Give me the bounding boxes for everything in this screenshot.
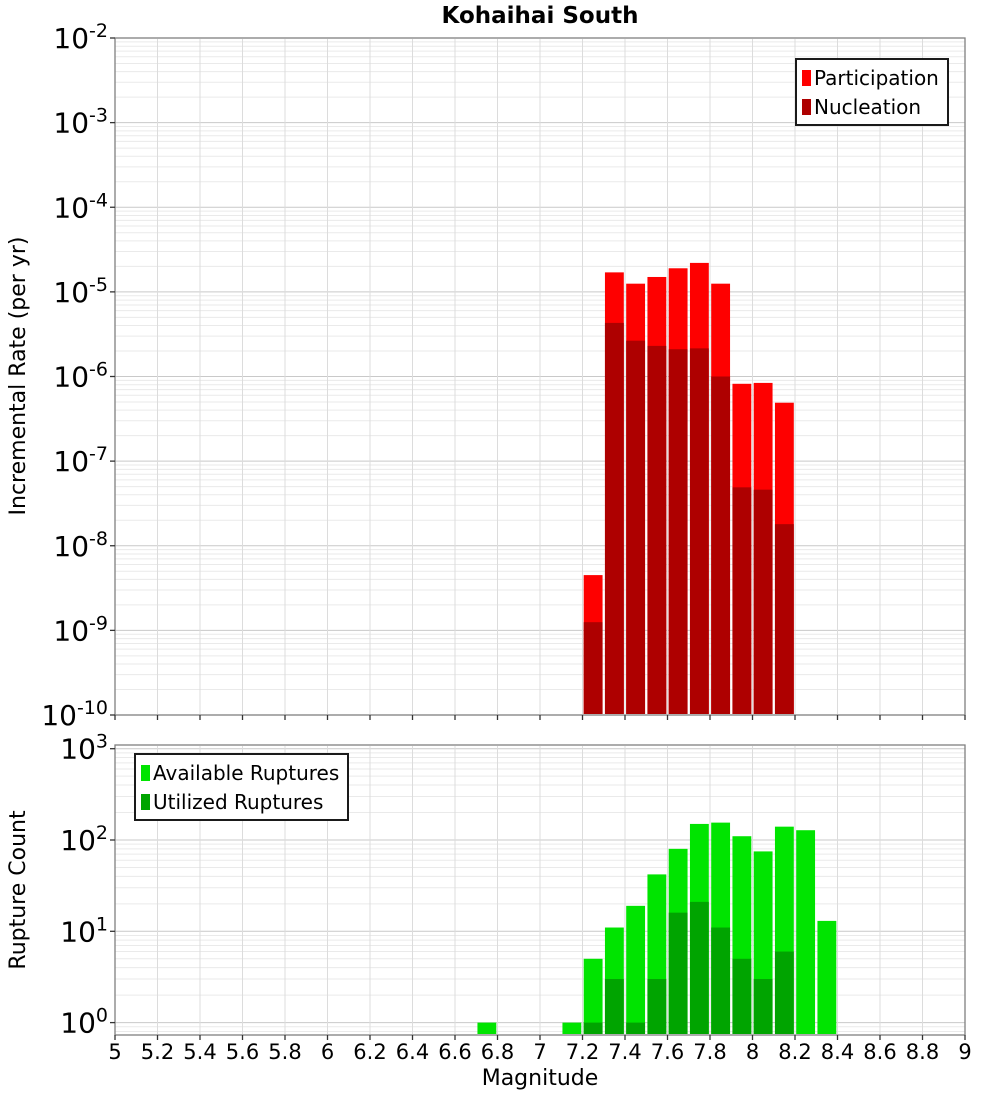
legend-item-nucleation	[802, 92, 939, 121]
nucleation-bar	[690, 348, 709, 714]
x-tick-label: 6.8	[480, 1040, 515, 1064]
y-tick-label: $10^{-10}$	[41, 697, 108, 732]
y-tick-label: $10^2$	[60, 822, 108, 857]
utilized-bar	[669, 913, 688, 1034]
x-tick-label: 8	[745, 1040, 760, 1064]
x-tick-label: 6.6	[438, 1040, 472, 1064]
x-tick-label: 6.2	[353, 1040, 387, 1064]
y-tick-label: $10^{-5}$	[53, 273, 108, 309]
legend-item-utilized	[141, 787, 339, 816]
legend-label-utilized: Utilized Ruptures	[153, 789, 324, 814]
legend-label-available: Available Ruptures	[153, 760, 340, 785]
x-tick-label: 7	[533, 1040, 547, 1064]
page-title: Kohaihai South	[441, 3, 639, 29]
nucleation-bar	[711, 377, 730, 715]
x-tick-label: 7.4	[608, 1040, 642, 1064]
nucleation-bar	[732, 487, 751, 714]
participation-swatch-icon	[802, 70, 811, 86]
y-tick-label: $10^{-6}$	[53, 358, 108, 394]
x-tick-label: 7.8	[693, 1040, 727, 1064]
y-tick-label: $10^{-7}$	[53, 443, 108, 479]
available-bar	[562, 1023, 581, 1034]
x-tick-label: 5.6	[225, 1040, 260, 1064]
x-tick-label: 5.2	[140, 1040, 175, 1064]
y-tick-label: $10^{-9}$	[53, 612, 108, 648]
utilized-ruptures-swatch-icon	[141, 794, 150, 810]
nucleation-bar	[647, 346, 666, 714]
y-tick-label: $10^{-4}$	[53, 189, 108, 225]
nucleation-bar	[584, 622, 603, 714]
available-bar	[477, 1023, 496, 1034]
x-tick-label: 5	[108, 1040, 122, 1064]
nucleation-bar	[775, 524, 794, 714]
x-tick-label: 7.6	[650, 1040, 685, 1064]
nucleation-bar	[626, 341, 645, 714]
x-axis-title-magnitude: Magnitude	[481, 1066, 599, 1091]
utilized-bar	[690, 902, 709, 1034]
nucleation-bar	[605, 323, 624, 714]
x-tick-label: 8.2	[778, 1040, 812, 1064]
utilized-bar	[647, 979, 666, 1034]
x-tick-label: 6	[320, 1040, 335, 1064]
legend-rupture-chart	[134, 753, 349, 821]
available-ruptures-swatch-icon	[141, 765, 150, 781]
y-tick-label: $10^{-3}$	[53, 104, 108, 140]
y-tick-label: $10^3$	[60, 730, 108, 766]
available-bar	[817, 921, 836, 1034]
y-tick-label: $10^0$	[60, 1004, 108, 1040]
utilized-bar	[732, 959, 751, 1034]
nucleation-swatch-icon	[802, 99, 811, 115]
legend-item-participation	[802, 63, 939, 92]
available-bar	[796, 830, 815, 1034]
x-tick-label: 7.2	[565, 1040, 600, 1064]
x-tick-label: 8.8	[905, 1040, 940, 1064]
x-tick-label: 6.4	[395, 1040, 430, 1064]
legend-rate-chart	[795, 58, 949, 126]
utilized-bar	[605, 979, 624, 1034]
y-tick-label: $10^{-2}$	[53, 20, 108, 55]
utilized-bar	[754, 979, 773, 1034]
legend-label-participation: Participation	[814, 65, 939, 90]
x-tick-label: 8.6	[863, 1040, 897, 1064]
legend-label-nucleation: Nucleation	[814, 94, 922, 119]
y-tick-label: $10^{-8}$	[53, 527, 108, 563]
available-bar	[626, 906, 645, 1034]
nucleation-bar	[754, 490, 773, 714]
utilized-bar	[626, 1023, 645, 1034]
legend-item-available	[141, 758, 339, 787]
utilized-bar	[711, 928, 730, 1034]
nucleation-bar	[669, 349, 688, 714]
x-tick-label: 9	[958, 1040, 972, 1064]
utilized-bar	[775, 952, 794, 1034]
y-axis-title-rate: Incremental Rate (per yr)	[6, 236, 31, 516]
x-tick-label: 8.4	[820, 1040, 855, 1064]
y-tick-label: $10^1$	[60, 913, 108, 949]
utilized-bar	[584, 1023, 603, 1034]
y-axis-title-rupture-count: Rupture Count	[6, 810, 31, 970]
x-tick-label: 5.8	[268, 1040, 302, 1064]
x-tick-label: 5.4	[183, 1040, 217, 1064]
